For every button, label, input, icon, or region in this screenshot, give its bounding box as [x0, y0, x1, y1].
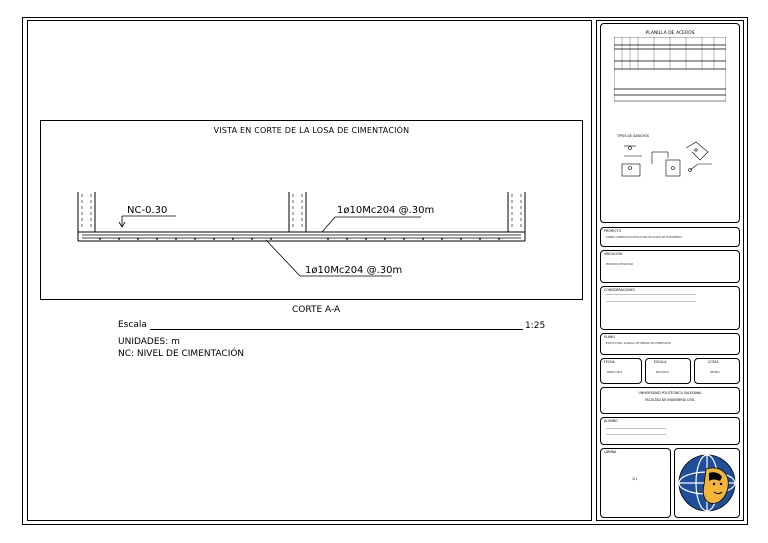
- rebar-dot: [479, 238, 481, 240]
- rebar-dot: [441, 238, 443, 240]
- ubicacion-value: PROVINCIA DE BOLÍVAR: [606, 263, 634, 266]
- hook-types-sketch: [612, 138, 724, 190]
- rebar-dot: [232, 238, 234, 240]
- fecha-label: FECHA: [604, 360, 615, 364]
- cut-label: CORTE A-A: [292, 305, 341, 315]
- lamina-value: 1/1: [632, 477, 638, 481]
- scale-label: Escala: [118, 320, 147, 330]
- lamina-box: [600, 448, 671, 518]
- fecha-value: MARZO 2019: [607, 371, 623, 374]
- nc-level-label: NC-0.30: [127, 205, 168, 216]
- planilla-table: [614, 37, 726, 107]
- consideraciones-label: CONSIDERACIONES: [604, 288, 635, 292]
- rebar-dot: [156, 238, 158, 240]
- universidad-name: UNIVERSIDAD POLITÉCNICA SALESIANA: [638, 391, 702, 395]
- plano-value: ESTRUCTURAL: PLANILLA DE HIERROS DE CIMENTACIÓN: [606, 342, 671, 345]
- rebar-dot: [194, 238, 196, 240]
- rebar-dot: [460, 238, 462, 240]
- rebar-dot: [346, 238, 348, 240]
- lamina-label: LÁMINA: [604, 450, 617, 454]
- rebar-top-label: 1ø10Mc204 @.30m: [337, 205, 435, 216]
- rebar-dot: [327, 238, 329, 240]
- rebar-dot: [99, 238, 101, 240]
- cotas-label: COTAS: [708, 360, 719, 364]
- rebar-dot: [498, 238, 500, 240]
- facultad-name: FACULTAD DE INGENIERÍA CIVIL: [645, 398, 695, 402]
- rebar-bottom-label: 1ø10Mc204 @.30m: [305, 265, 403, 276]
- consideraciones-box: [600, 286, 740, 330]
- plano-label: PLANO: [604, 335, 615, 339]
- rebar-dot: [213, 238, 215, 240]
- escala-label: ESCALA: [654, 360, 667, 364]
- rebar-dot: [422, 238, 424, 240]
- planilla-title: PLANILLA DE ACEROS: [645, 31, 695, 36]
- escala-value: INDICADAS: [656, 371, 669, 374]
- rebar-dot: [118, 238, 120, 240]
- units-note: UNIDADES: m: [118, 337, 180, 347]
- alumno-label: ALUMNO: [604, 419, 618, 423]
- proyecto-label: PROYECTO: [604, 229, 622, 233]
- rebar-dot: [365, 238, 367, 240]
- rebar-dot: [137, 238, 139, 240]
- cotas-value: METROS: [710, 371, 720, 374]
- rebar-dot: [175, 238, 177, 240]
- rebar-dot: [384, 238, 386, 240]
- university-logo-icon: [676, 451, 738, 515]
- rebar-dot: [251, 238, 253, 240]
- slab-rebar-dots: [99, 238, 500, 240]
- ubicacion-label: UBICACIÓN: [604, 252, 622, 256]
- rebar-dot: [403, 238, 405, 240]
- proyecto-value: DISEÑO CIMENTACIÓN ESTRUCTURA DE PLANTA DE TRATAMIENTO: [606, 236, 682, 239]
- section-title: VISTA EN CORTE DE LA LOSA DE CIMENTACIÓN: [213, 126, 410, 135]
- scale-underline: [150, 329, 523, 330]
- nc-note: NC: NIVEL DE CIMENTACIÓN: [118, 349, 245, 359]
- scale-value: 1:25: [525, 321, 546, 331]
- consideraciones-lines: [606, 294, 696, 302]
- rebar-dot: [270, 238, 272, 240]
- alumno-lines: [606, 428, 666, 435]
- tipos-ganchos-label: TIPOS DE GANCHOS: [617, 134, 650, 138]
